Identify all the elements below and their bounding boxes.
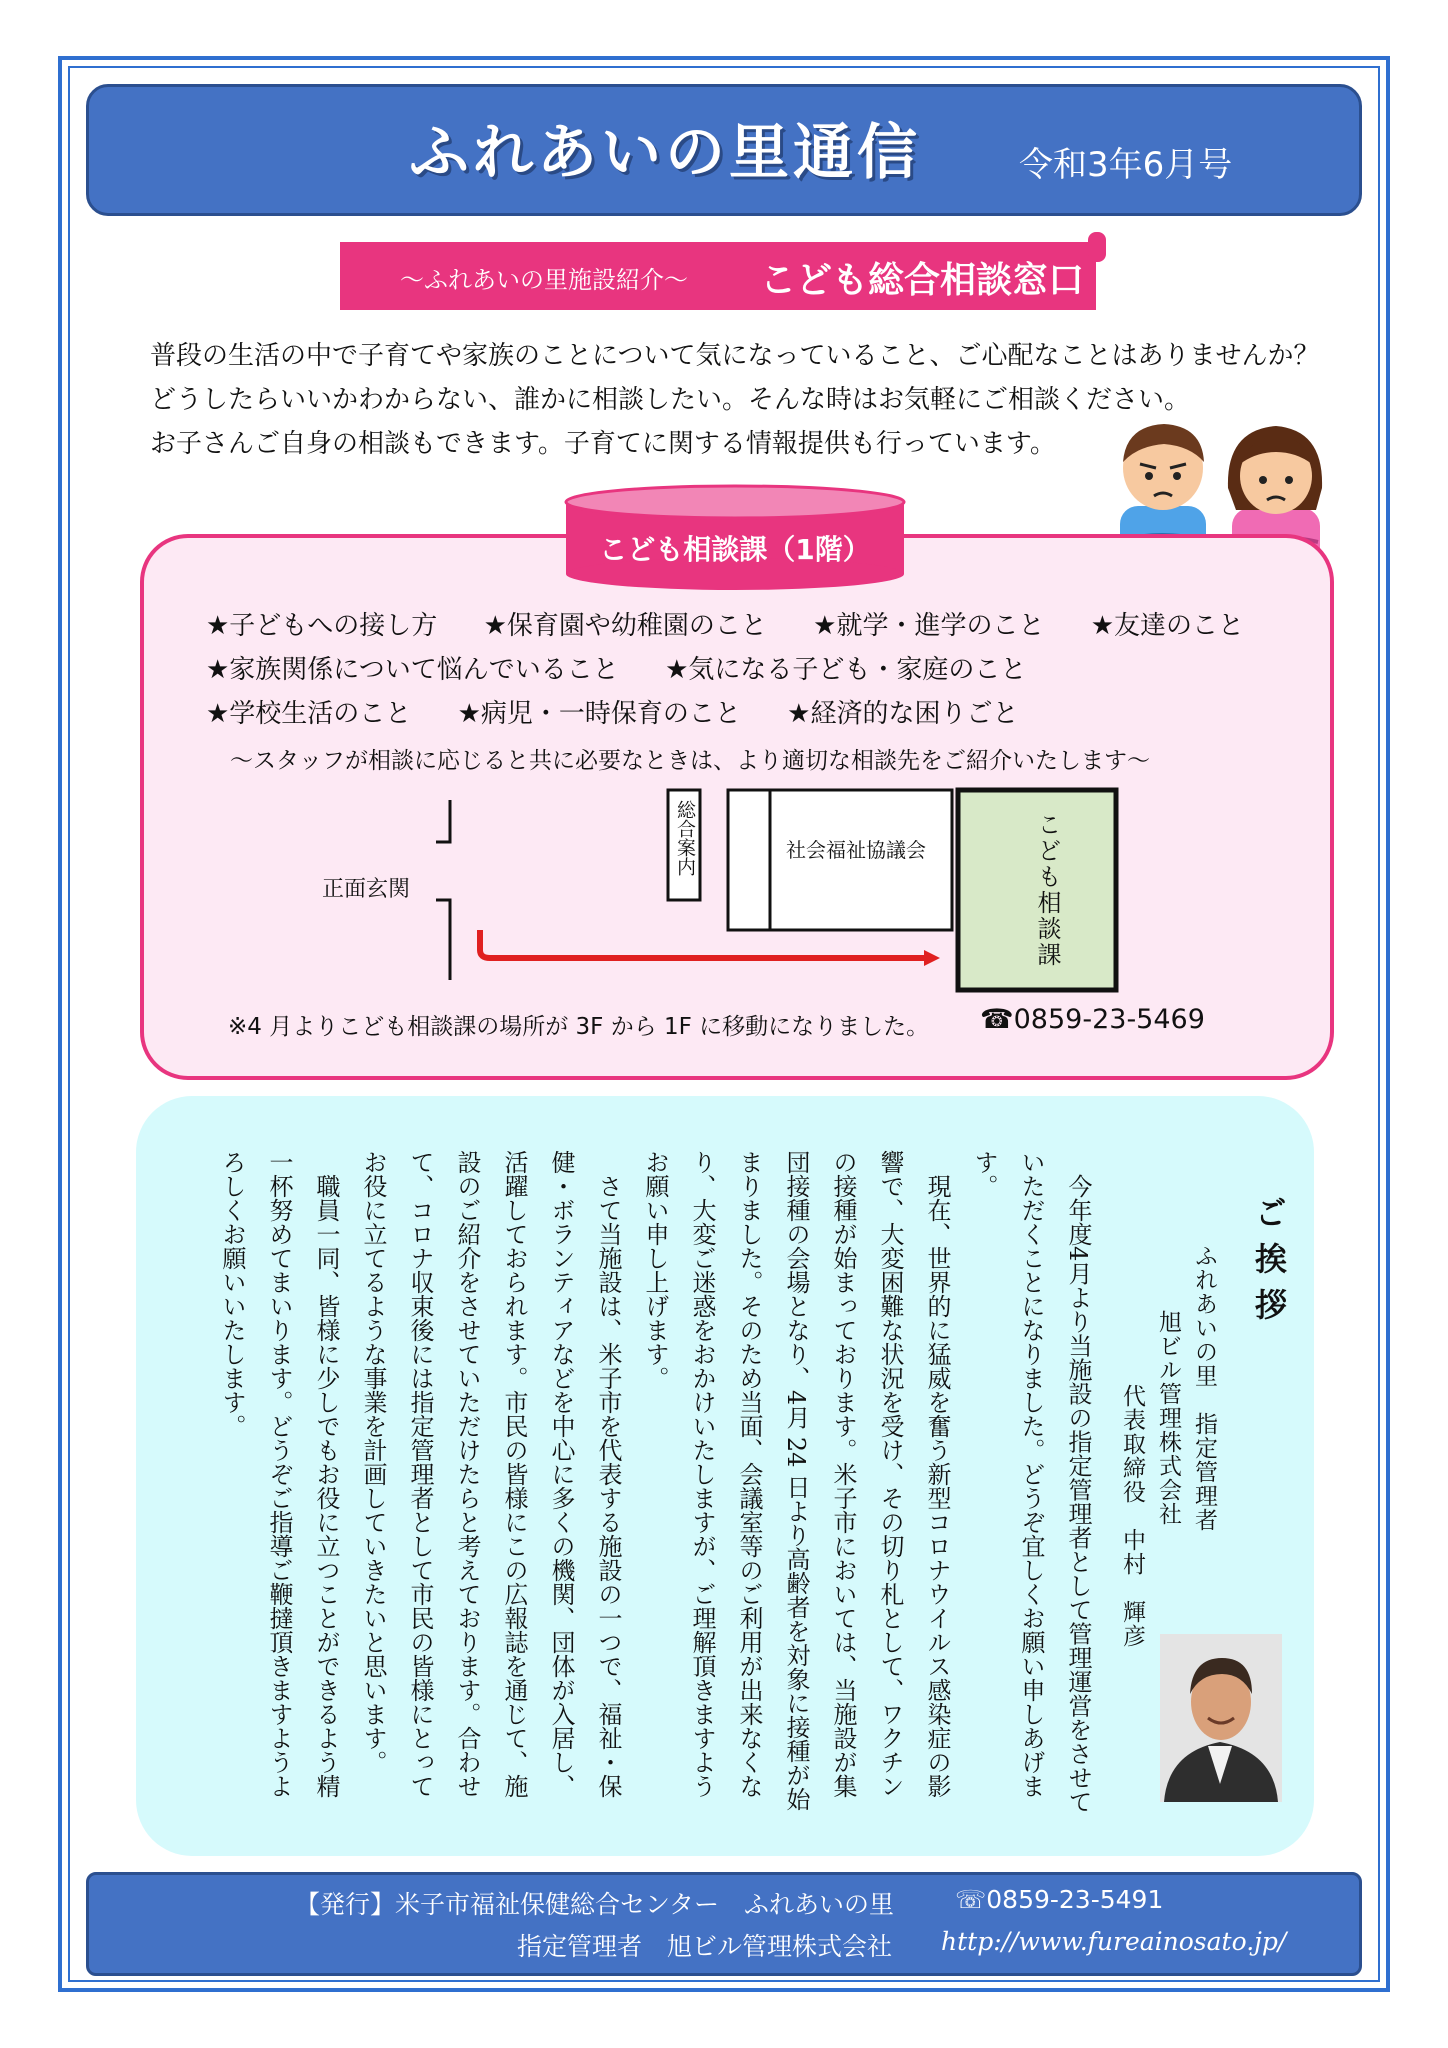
- banner-subtitle: ～ふれあいの里施設紹介～: [400, 266, 688, 294]
- signature-line: 代表取締役 中村 輝彦: [1119, 1384, 1145, 1648]
- topic-item: ★経済的な困りごと: [787, 699, 1019, 729]
- topic-item: ★病児・一時保育のこと: [457, 699, 741, 729]
- topic-item: ★子どもへの接し方: [206, 611, 438, 641]
- greeting-title: ご挨拶: [1250, 1196, 1288, 1334]
- relocation-note: ※4 月よりこども相談課の場所が 3F から 1F に移動になりました。: [228, 1014, 930, 1040]
- route-arrow: [480, 930, 928, 958]
- signature-line: ふれあいの里 指定管理者: [1191, 1244, 1217, 1532]
- manager-line: 指定管理者 旭ビル管理株式会社: [517, 1932, 893, 1961]
- topic-item: ★友達のこと: [1090, 611, 1245, 641]
- issue-date: 令和3年6月号: [1019, 145, 1233, 185]
- topic-item: ★就学・進学のこと: [813, 611, 1045, 641]
- newsletter-header: [86, 84, 1362, 216]
- greeting-paragraph: 今年度4月より当施設の指定管理者として管理運営をさせていただくことになりました。どうぞ宜しくお願い申しあげます。: [970, 1150, 1092, 1814]
- topic-item: ★学校生活のこと: [206, 699, 412, 729]
- arrow-head-icon: [924, 950, 940, 966]
- topic-item: ★気になる子ども・家庭のこと: [665, 655, 1027, 685]
- intro-line: 普段の生活の中で子育てや家族のことについて気になっていること、ご心配なことはありませんか？: [150, 341, 1320, 371]
- entrance-wall-bottom: [436, 900, 450, 980]
- kids-office-label: こども相談課: [1033, 812, 1061, 968]
- staff-note: ～スタッフが相談に応じると共に必要なときは、より適切な相談先をご紹介いたします～: [230, 748, 1150, 774]
- unnamed-room: [728, 790, 770, 930]
- topic-item: ★家族関係について悩んでいること: [206, 655, 619, 685]
- greeting-paragraph: 現在、世界的に猛威を奮う新型コロナウイルス感染症の影響で、大変困難な状況を受け、その切り札として、ワクチンの接種が始まっております。米子市においては、当施設が集団接種の会場となり、4月 24 日より高齢者を対象に接種が始まりました。そのため当面、会議室等のご利用が出来なくなり、大変ご迷惑をおかけいたしますが、ご理解頂きますようお願い申し上げます。: [641, 1150, 951, 1812]
- topic-row: [206, 604, 1282, 648]
- publisher-line: 【発行】米子市福祉保健総合センター ふれあいの里: [295, 1890, 895, 1919]
- topic-row: [206, 692, 1282, 736]
- website-link[interactable]: http://www.fureainosato.jp/: [941, 1927, 1287, 1956]
- newsletter-title: ふれあいの里通信: [409, 118, 921, 188]
- publisher-phone: ☏0859-23-5491: [955, 1885, 1164, 1914]
- topic-item: ★保育園や幼稚園のこと: [483, 611, 767, 641]
- greeting-paragraph: 職員一同、皆様に少しでもお役に立つことができるよう精一杯努めてまいります。どうぞご指導ご鞭撻頂きますようよろしくお願いいたします。: [218, 1150, 340, 1798]
- topic-list: [206, 604, 1282, 736]
- section-phone: ☎0859-23-5469: [980, 1004, 1205, 1035]
- greeting-body: [208, 1150, 1101, 1820]
- entrance-label: 正面玄関: [322, 877, 411, 902]
- greeting-paragraph: さて当施設は、米子市を代表する施設の一つで、福祉・保健・ボランティアなどを中心に多くの機関、団体が入居し、活躍しておられます。市民の皆様にこの広報誌を通じて、施設のご紹介をさせていただけたらと考えております。合わせて、コロナ収束後には指定管理者として市民の皆様にとってお役に立てるような事業を計画していきたいと思います。: [359, 1150, 622, 1798]
- director-portrait: [1160, 1634, 1282, 1802]
- intro-line: お子さんご自身の相談もできます。子育てに関する情報提供も行っています。: [150, 429, 1056, 459]
- info-desk-label: 総合案内: [674, 800, 696, 876]
- publisher-footer: [86, 1872, 1362, 1976]
- council-label: 社会福祉協議会: [786, 838, 926, 862]
- entrance-wall-top: [436, 800, 450, 842]
- signature-line: 旭ビル管理株式会社: [1155, 1310, 1181, 1526]
- topic-row: [206, 648, 1282, 692]
- intro-line: どうしたらいいかわからない、誰かに相談したい。そんな時はお気軽にご相談ください。: [150, 385, 1191, 415]
- banner-title: こども総合相談窓口: [760, 260, 1085, 301]
- section-label: こども相談課（1階）: [599, 533, 871, 566]
- facility-intro-banner: [340, 242, 1096, 310]
